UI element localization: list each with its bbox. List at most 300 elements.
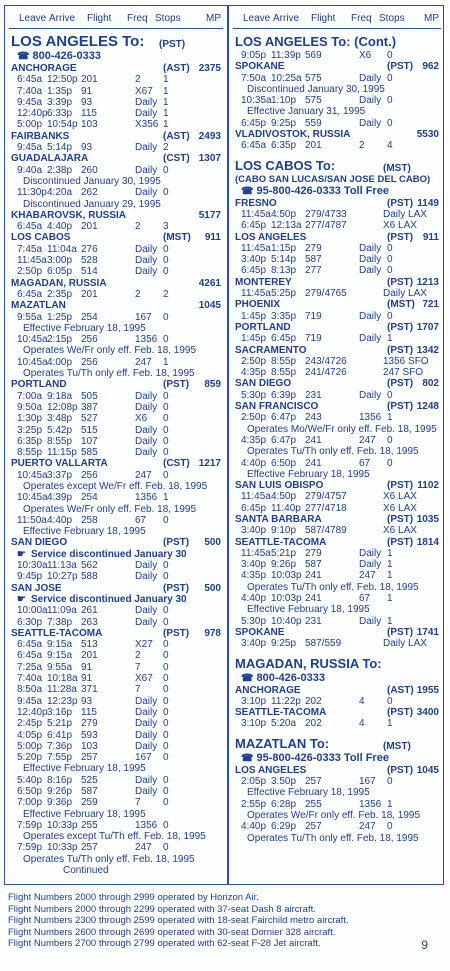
flight-number: 259 — [81, 797, 98, 809]
flight-number: 103 — [81, 119, 98, 131]
flight-number: 255 — [305, 798, 322, 810]
stops: 1 — [163, 96, 169, 108]
stops: 0 — [163, 650, 169, 662]
section-heading — [235, 158, 441, 174]
leave-time: 6:35p — [17, 435, 43, 447]
stops: 0 — [387, 72, 393, 84]
stops: 0 — [387, 265, 393, 277]
destination-city — [235, 537, 441, 548]
flight-number: 257 — [305, 821, 322, 833]
flight-number: 593 — [81, 729, 98, 741]
leave-time: 6:45a — [17, 288, 43, 300]
arrive-time: 9:25p — [271, 638, 297, 650]
flight-number: 277/4787 — [305, 220, 347, 232]
flight-number: 93 — [81, 96, 93, 108]
arrive-time: 9:18a — [47, 390, 73, 402]
leave-time: 6:45a — [17, 221, 43, 233]
flight-number: 371 — [81, 684, 98, 696]
city-timezone: (MST) — [163, 232, 191, 244]
city-name: SEATTLE-TACOMA — [235, 707, 327, 719]
flight-row — [235, 616, 441, 627]
flight-number: 201 — [81, 74, 98, 86]
frequency: 67 — [135, 514, 147, 526]
stops: 0 — [163, 447, 169, 459]
stops: 0 — [163, 695, 169, 707]
flight-row — [235, 458, 441, 469]
leave-time: 9:50a — [17, 401, 43, 413]
stops: 1 — [163, 85, 169, 97]
city-name: SACRAMENTO — [235, 344, 307, 356]
arrive-time: 3:50p — [271, 776, 297, 788]
arrive-time: 8:55p — [271, 355, 297, 367]
city-name: VLADIVOSTOK, RUSSIA — [235, 129, 351, 141]
flight-row-connection — [235, 356, 441, 367]
city-name: SPOKANE — [235, 626, 285, 638]
frequency: 1356 — [359, 798, 382, 810]
city-timezone: (PST) — [387, 197, 414, 209]
flight-row — [11, 696, 223, 707]
arrive-time: 6:35p — [271, 140, 297, 152]
frequency: Daily — [135, 435, 158, 447]
stops: 0 — [163, 774, 169, 786]
frequency: Daily — [359, 615, 382, 627]
destination-city — [235, 232, 441, 243]
city-timezone: (AST) — [163, 130, 190, 142]
schedule-note: Operates Tu/Th only eff. Feb. 18, 1995 — [247, 581, 419, 593]
destination-city — [235, 480, 441, 491]
leave-time: 2:50p — [241, 412, 267, 424]
arrive-time: 10:33p — [47, 819, 78, 831]
destination-city — [11, 583, 223, 594]
stops: 0 — [387, 821, 393, 833]
stops: 0 — [163, 560, 169, 572]
flight-row — [11, 334, 223, 345]
stops: 1 — [387, 615, 393, 627]
leave-time: 6:45p — [241, 117, 267, 129]
frequency: 7 — [135, 684, 141, 696]
city-timezone: (PST) — [387, 513, 414, 525]
flight-number: 719 — [305, 333, 322, 345]
section-heading — [11, 34, 223, 50]
schedule-note: Operates Tu/Th only eff. Feb. 18, 1995 — [247, 832, 419, 844]
arrive-time: 10:25a — [271, 72, 302, 84]
arrive-time: 5:25p — [271, 288, 297, 300]
arrive-time: 9:55a — [47, 661, 73, 673]
frequency: 2 — [135, 221, 141, 233]
arrive-time: 8:13p — [271, 265, 297, 277]
arrive-time: 1:15p — [271, 242, 297, 254]
flight-number: 254 — [81, 492, 98, 504]
flight-number: 279 — [305, 242, 322, 254]
arrive-time: 11:09a — [47, 605, 77, 617]
flight-row — [11, 617, 223, 628]
stops: 0 — [163, 684, 169, 696]
flight-number: 260 — [81, 164, 98, 176]
leave-time: 10:35a — [241, 95, 272, 107]
city-mileage: 5177 — [198, 209, 221, 221]
stops: 0 — [163, 413, 169, 425]
arrive-time: 3:39p — [47, 96, 73, 108]
city-name: SAN DIEGO — [11, 537, 68, 549]
arrive-time: 9:15a — [47, 650, 73, 662]
city-name: SEATTLE-TACOMA — [11, 627, 103, 639]
city-timezone: (PST) — [387, 344, 414, 356]
flight-number: 91 — [81, 85, 93, 97]
frequency: Daily — [135, 424, 158, 436]
flight-row — [235, 548, 441, 559]
arrive-time: 11:22p — [271, 695, 301, 707]
flight-row — [235, 118, 441, 129]
schedule-note: Operates We/Fr only eff. Feb. 18, 1995 — [23, 345, 197, 357]
stops: 0 — [163, 752, 169, 764]
stops: 0 — [163, 729, 169, 741]
frequency: Daily — [135, 718, 158, 730]
city-timezone: (PST) — [387, 61, 414, 73]
city-mileage: 1307 — [198, 153, 221, 165]
arrive-time: 3:00p — [47, 255, 73, 267]
stops: 0 — [163, 390, 169, 402]
stops: 2 — [163, 288, 169, 300]
arrive-time: 4:40p — [47, 514, 73, 526]
arrive-time: 5:42p — [47, 424, 73, 436]
flight-number: 279/4733 — [305, 208, 347, 220]
city-timezone: (PST) — [387, 378, 414, 390]
city-timezone: (PST) — [387, 480, 414, 492]
destination-city — [235, 627, 441, 638]
stops: 0 — [163, 266, 169, 278]
section-timezone: (MST) — [383, 740, 411, 752]
leave-time: 11:45a — [241, 208, 271, 220]
flight-number: 202 — [305, 718, 322, 730]
leave-time: 5:40p — [17, 774, 43, 786]
arrive-time: 1:25p — [47, 311, 73, 323]
flight-number: 256 — [81, 356, 98, 368]
section-subtitle: (CABO SAN LUCAS/SAN JOSE DEL CABO) — [235, 173, 431, 185]
leave-time: 4:35p — [241, 434, 267, 446]
stops: 3 — [163, 221, 169, 233]
flight-row — [11, 752, 223, 763]
city-mileage: 1342 — [416, 344, 439, 356]
leave-time: 6:45a — [241, 140, 267, 152]
leave-time: 4:35p — [241, 570, 267, 582]
frequency: Daily — [135, 616, 158, 628]
flight-number: 588 — [81, 571, 98, 583]
leave-time: 3:10p — [241, 695, 267, 707]
frequency: Daily — [135, 571, 158, 583]
city-mileage: 1035 — [416, 513, 439, 525]
destination-city — [11, 278, 223, 289]
leave-time: 2:50p — [17, 266, 43, 278]
flight-number: 258 — [81, 514, 98, 526]
arrive-time: 5:14p — [271, 254, 297, 266]
schedule-note: Operates We/Fr only eff. Feb. 18, 1995 — [23, 503, 197, 515]
frequency: 2 — [359, 140, 365, 152]
flight-number: 279 — [81, 718, 98, 730]
flight-row — [11, 492, 223, 503]
leave-time: 5:00p — [17, 740, 43, 752]
frequency: 1356 — [135, 492, 158, 504]
leave-time: 6:45a — [17, 650, 43, 662]
destination-city — [11, 63, 223, 74]
leave-time: 6:45p — [241, 265, 267, 277]
city-name: PORTLAND — [235, 321, 291, 333]
flight-row — [11, 775, 223, 786]
flight-row — [235, 435, 441, 446]
flight-number: 91 — [81, 673, 93, 685]
frequency: 67 — [359, 593, 371, 605]
header-flight: Flight — [311, 13, 336, 24]
flight-row — [11, 707, 223, 718]
flight-row — [11, 165, 223, 176]
flight-row — [235, 412, 441, 423]
phone-number: 95-800-426-0333 Toll Free — [256, 751, 389, 764]
city-name: PHOENIX — [235, 299, 281, 311]
frequency: X356 — [135, 119, 159, 131]
flight-number: 93 — [81, 695, 93, 707]
schedule-note: Operates except Tu/Th eff. Feb. 18, 1995 — [23, 831, 206, 843]
arrive-time: 10:33p — [47, 842, 78, 854]
frequency: 167 — [359, 776, 376, 788]
stops: 1 — [387, 798, 393, 810]
flight-number: 254 — [81, 311, 98, 323]
flight-number: 387 — [81, 401, 98, 413]
city-timezone: (PST) — [163, 627, 190, 639]
page-number: 9 — [421, 938, 428, 952]
city-timezone: (PST) — [387, 401, 414, 413]
destination-city — [235, 322, 441, 333]
arrive-time: 4:00p — [47, 356, 73, 368]
flight-row-connection — [235, 638, 441, 649]
section-title: LOS ANGELES To: — [11, 33, 145, 50]
frequency: 4 — [359, 695, 365, 707]
flight-row — [11, 797, 223, 808]
flight-number: 241/4726 — [305, 367, 347, 379]
stops: 0 — [387, 457, 393, 469]
leave-time: 4:35p — [241, 367, 267, 379]
flight-row — [11, 187, 223, 198]
city-timezone: (PST) — [163, 379, 190, 391]
section-heading — [235, 656, 441, 672]
city-mileage: 911 — [204, 232, 221, 244]
footnotes — [8, 892, 444, 950]
section-title: LOS CABOS To: — [235, 157, 336, 173]
stops: 1 — [387, 593, 393, 605]
frequency: Daily — [359, 389, 382, 401]
left-column — [5, 6, 227, 884]
frequency: Daily — [359, 310, 382, 322]
stops: 0 — [387, 310, 393, 322]
flight-row — [235, 333, 441, 344]
leave-time: 9:45a — [17, 695, 43, 707]
city-mileage: 1814 — [416, 536, 439, 548]
frequency-via: X6 LAX — [383, 502, 417, 514]
schedule-note: Effective February 18, 1995 — [23, 808, 146, 820]
flight-number: 201 — [81, 650, 98, 662]
phone-number: 800-426-0333 — [32, 50, 101, 62]
flight-row — [235, 776, 441, 787]
frequency: 7 — [135, 661, 141, 673]
flight-row — [11, 289, 223, 300]
frequency: X67 — [135, 673, 153, 685]
arrive-time: 10:03p — [271, 570, 302, 582]
city-name: SAN DIEGO — [235, 378, 292, 390]
leave-time: 12:40p — [17, 108, 48, 120]
flight-row — [11, 820, 223, 831]
frequency: Daily — [135, 390, 158, 402]
leave-time: 11:45a — [241, 491, 271, 503]
frequency: X6 — [359, 50, 372, 61]
stops: 1 — [387, 333, 393, 345]
schedule-note: Operates Tu/Th only eff. Feb. 18, 1995 — [23, 368, 195, 380]
flight-number: 575 — [305, 95, 322, 107]
stops: 1 — [163, 356, 169, 368]
frequency: 67 — [359, 457, 371, 469]
arrive-time: 4:50p — [271, 208, 297, 220]
stops: 0 — [163, 661, 169, 673]
frequency: 247 — [135, 356, 152, 368]
schedule-note: Effective January 31, 1995 — [247, 106, 366, 118]
flight-row-connection — [235, 220, 441, 231]
frequency: Daily — [135, 401, 158, 413]
schedule-note: Discontinued January 29, 1995 — [23, 198, 161, 210]
city-mileage: 3400 — [416, 707, 439, 719]
leave-time: 5:30p — [241, 615, 267, 627]
header-leave: Leave — [19, 13, 47, 24]
flight-row — [11, 391, 223, 402]
flight-number: 277/4718 — [305, 502, 347, 514]
city-mileage: 1248 — [416, 401, 439, 413]
flight-row — [235, 390, 441, 401]
flight-number: 257 — [81, 752, 98, 764]
frequency: 247 — [135, 469, 152, 481]
reservation-phone — [11, 50, 223, 63]
flight-number: 527 — [81, 413, 98, 425]
flight-number: 513 — [81, 639, 98, 651]
frequency: 2 — [135, 74, 141, 86]
stops: 0 — [163, 514, 169, 526]
frequency: Daily — [135, 187, 158, 199]
arrive-time: 11:40p — [271, 502, 301, 514]
city-name: FAIRBANKS — [11, 130, 70, 142]
leave-time: 7:50a — [241, 72, 267, 84]
city-mileage: 962 — [422, 61, 439, 73]
city-name: LOS ANGELES — [235, 764, 307, 776]
arrive-time: 6:47p — [271, 412, 297, 424]
frequency: Daily — [135, 729, 158, 741]
leave-time: 10:30a — [17, 560, 48, 572]
flight-number: 201 — [81, 221, 98, 233]
city-name: LOS CABOS — [11, 232, 71, 244]
city-mileage: 500 — [204, 537, 221, 549]
telephone-icon: ☎ — [17, 51, 30, 62]
stops: 0 — [163, 334, 169, 346]
city-name: SAN FRANCISCO — [235, 401, 319, 413]
notice-text: Service discontinued January 30 — [31, 548, 187, 560]
frequency: Daily — [359, 559, 382, 571]
leave-time: 6:45p — [241, 502, 267, 514]
leave-time: 10:45a — [17, 334, 48, 346]
stops: 0 — [163, 786, 169, 797]
stops: 0 — [163, 673, 169, 685]
frequency: Daily — [135, 560, 158, 572]
destination-city — [235, 345, 441, 356]
arrive-time: 11:28a — [47, 684, 77, 696]
destination-city — [235, 129, 441, 140]
flight-number: 263 — [81, 616, 98, 628]
flight-row — [235, 311, 441, 322]
leave-time: 2:05p — [241, 776, 267, 788]
city-name: SAN LUIS OBISPO — [235, 480, 324, 492]
arrive-time: 6:50p — [271, 457, 297, 469]
frequency-via: Daily LAX — [383, 638, 427, 650]
flight-number: 93 — [81, 142, 93, 154]
leave-time: 1:45p — [241, 333, 267, 345]
arrive-time: 5:21p — [271, 547, 297, 559]
stops: 0 — [163, 842, 169, 854]
frequency-via: Daily LAX — [383, 288, 427, 300]
leave-time: 3:40p — [241, 254, 267, 266]
flight-number: 515 — [81, 424, 98, 436]
leave-time: 11:50a — [17, 514, 47, 526]
stops: 0 — [163, 819, 169, 831]
frequency: Daily — [135, 108, 158, 120]
flight-row — [11, 515, 223, 526]
leave-time: 7:45a — [17, 243, 43, 255]
stops: 1 — [163, 119, 169, 131]
stops: 0 — [387, 776, 393, 788]
flight-number: 256 — [81, 469, 98, 481]
flight-number: 115 — [81, 108, 97, 120]
arrive-time: 1:35p — [47, 85, 73, 97]
frequency: 2 — [135, 650, 141, 662]
leave-time: 2:55p — [241, 798, 267, 810]
telephone-icon: ☎ — [241, 185, 254, 197]
header-leave: Leave — [243, 13, 271, 24]
flight-row — [11, 470, 223, 481]
city-mileage: 978 — [204, 627, 221, 639]
flight-number: 201 — [81, 288, 98, 300]
destination-city — [11, 537, 223, 548]
frequency: 1356 — [135, 334, 158, 346]
destination-city — [235, 277, 441, 288]
leave-time: 11:45a — [241, 288, 271, 300]
section-title: MAGADAN, RUSSIA To: — [235, 655, 382, 671]
flight-row — [11, 255, 223, 266]
leave-time: 7:40a — [17, 85, 43, 97]
frequency: Daily — [135, 740, 158, 752]
city-mileage: 911 — [422, 231, 439, 243]
schedule-note: Discontinued January 30, 1995 — [23, 175, 161, 187]
schedule-note: Operates Tu/Th only eff. Feb. 18, 1995 — [247, 446, 419, 458]
leave-time: 10:45a — [17, 492, 48, 504]
frequency: 2 — [135, 288, 141, 300]
city-mileage: 721 — [422, 299, 439, 311]
city-timezone: (AST) — [163, 63, 190, 74]
flight-row-connection — [235, 503, 441, 514]
city-timezone: (PST) — [163, 582, 190, 594]
arrive-time: 7:36p — [47, 740, 73, 752]
schedule-note: Operates except We/Fr eff. Feb. 18, 1995 — [23, 480, 208, 492]
stops: 0 — [163, 187, 169, 199]
flight-number: 201 — [305, 140, 322, 152]
stops: 0 — [163, 740, 169, 752]
destination-city — [235, 378, 441, 389]
pointing-hand-icon: ☛ — [17, 593, 26, 605]
arrive-time: 6:39p — [271, 389, 297, 401]
leave-time: 4:40p — [241, 457, 267, 469]
frequency: 1356 — [135, 819, 158, 831]
arrive-time: 6:28p — [271, 798, 297, 810]
